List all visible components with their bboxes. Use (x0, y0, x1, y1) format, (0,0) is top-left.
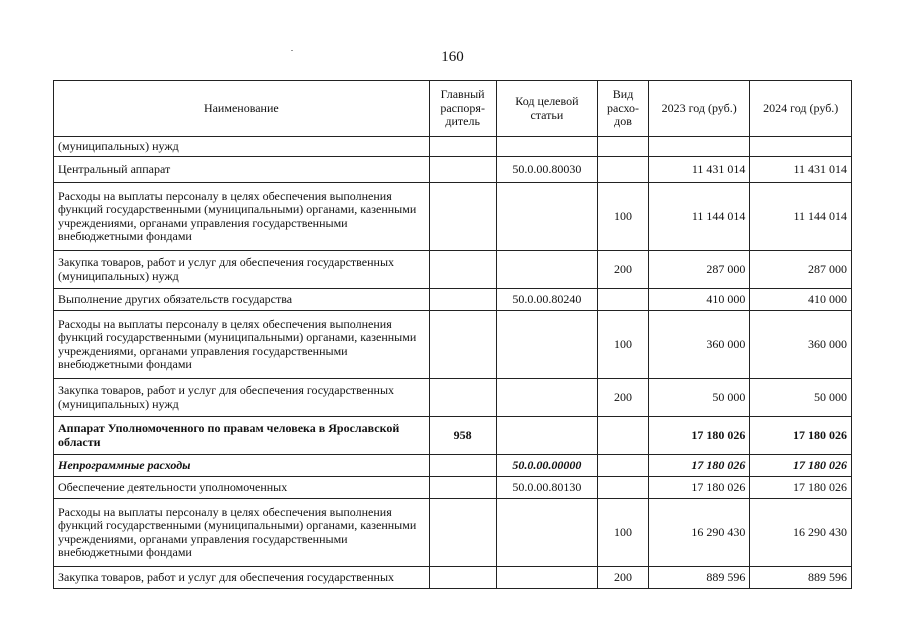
row-2023: 889 596 (648, 567, 750, 589)
table-row (54, 183, 852, 251)
row-code (496, 311, 598, 379)
row-2024: 287 000 (750, 251, 852, 289)
scan-speck (291, 50, 293, 51)
row-2024: 16 290 430 (750, 499, 852, 567)
row-2023: 17 180 026 (648, 417, 750, 455)
table-row (54, 137, 852, 157)
row-2024: 360 000 (750, 311, 852, 379)
row-name: (муниципальных) нужд (54, 137, 430, 157)
row-2023: 17 180 026 (648, 455, 750, 477)
header-name: Наименование (54, 81, 430, 137)
row-admin (429, 137, 496, 157)
row-type: 100 (598, 499, 649, 567)
header-2024: 2024 год (руб.) (750, 81, 852, 137)
row-code (496, 183, 598, 251)
row-type: 100 (598, 183, 649, 251)
header-admin: Главный распоря- дитель (429, 81, 496, 137)
row-2024: 50 000 (750, 379, 852, 417)
row-code: 50.0.00.00000 (496, 455, 598, 477)
row-2023: 11 431 014 (648, 157, 750, 183)
table-row (54, 477, 852, 499)
row-admin: 958 (429, 417, 496, 455)
row-2023: 17 180 026 (648, 477, 750, 499)
page-number: 160 (441, 49, 464, 65)
row-2023: 50 000 (648, 379, 750, 417)
row-2024: 11 431 014 (750, 157, 852, 183)
row-2023 (648, 137, 750, 157)
row-admin (429, 183, 496, 251)
header-2023: 2023 год (руб.) (648, 81, 750, 137)
row-type (598, 137, 649, 157)
row-admin (429, 379, 496, 417)
row-type: 200 (598, 567, 649, 589)
row-admin (429, 499, 496, 567)
table-row (54, 289, 852, 311)
row-name: Непрограммные расходы (54, 455, 430, 477)
row-admin (429, 157, 496, 183)
row-admin (429, 477, 496, 499)
row-type (598, 157, 649, 183)
row-type: 200 (598, 251, 649, 289)
row-name: Обеспечение деятельности уполномоченных (54, 477, 430, 499)
table-row (54, 251, 852, 289)
table-row (54, 417, 852, 455)
row-2023: 410 000 (648, 289, 750, 311)
row-2024 (750, 137, 852, 157)
row-name: Выполнение других обязательств государства (54, 289, 430, 311)
row-code (496, 567, 598, 589)
row-2023: 16 290 430 (648, 499, 750, 567)
header-type: Вид расхо- дов (598, 81, 649, 137)
row-2023: 360 000 (648, 311, 750, 379)
row-code (496, 417, 598, 455)
row-code: 50.0.00.80130 (496, 477, 598, 499)
header-code: Код целевой статьи (496, 81, 598, 137)
row-type: 200 (598, 379, 649, 417)
row-type (598, 289, 649, 311)
row-name: Аппарат Уполномоченного по правам человека в Ярославской области (54, 417, 430, 455)
row-2024: 17 180 026 (750, 455, 852, 477)
row-2023: 287 000 (648, 251, 750, 289)
row-type: 100 (598, 311, 649, 379)
row-code (496, 379, 598, 417)
row-name: Расходы на выплаты персоналу в целях обеспечения выполнения функций государственными (муниципальными) органами, казенными учреждениями, органами управления государственными внебюджетными фондами (54, 499, 430, 567)
row-name: Расходы на выплаты персоналу в целях обеспечения выполнения функций государственными (муниципальными) органами, казенными учреждениями, органами управления государственными внебюджетными фондами (54, 183, 430, 251)
row-name: Центральный аппарат (54, 157, 430, 183)
row-2024: 889 596 (750, 567, 852, 589)
row-2024: 17 180 026 (750, 417, 852, 455)
row-2024: 410 000 (750, 289, 852, 311)
table-row (54, 499, 852, 567)
row-code (496, 499, 598, 567)
row-2023: 11 144 014 (648, 183, 750, 251)
row-admin (429, 289, 496, 311)
table-row (54, 567, 852, 589)
row-code (496, 137, 598, 157)
row-code: 50.0.00.80030 (496, 157, 598, 183)
row-admin (429, 567, 496, 589)
table-row (54, 455, 852, 477)
row-name: Закупка товаров, работ и услуг для обеспечения государственных (54, 567, 430, 589)
row-2024: 17 180 026 (750, 477, 852, 499)
row-admin (429, 251, 496, 289)
row-2024: 11 144 014 (750, 183, 852, 251)
row-name: Расходы на выплаты персоналу в целях обеспечения выполнения функций государственными (муниципальными) органами, казенными учреждениями, органами управления государственными внебюджетными фондами (54, 311, 430, 379)
row-name: Закупка товаров, работ и услуг для обеспечения государственных (муниципальных) нужд (54, 251, 430, 289)
row-type (598, 417, 649, 455)
row-code: 50.0.00.80240 (496, 289, 598, 311)
row-admin (429, 311, 496, 379)
row-type (598, 477, 649, 499)
budget-table (53, 80, 852, 589)
table-row (54, 311, 852, 379)
table-row (54, 379, 852, 417)
table-row (54, 157, 852, 183)
row-type (598, 455, 649, 477)
row-code (496, 251, 598, 289)
row-admin (429, 455, 496, 477)
row-name: Закупка товаров, работ и услуг для обеспечения государственных (муниципальных) нужд (54, 379, 430, 417)
table-header-row (54, 81, 852, 137)
